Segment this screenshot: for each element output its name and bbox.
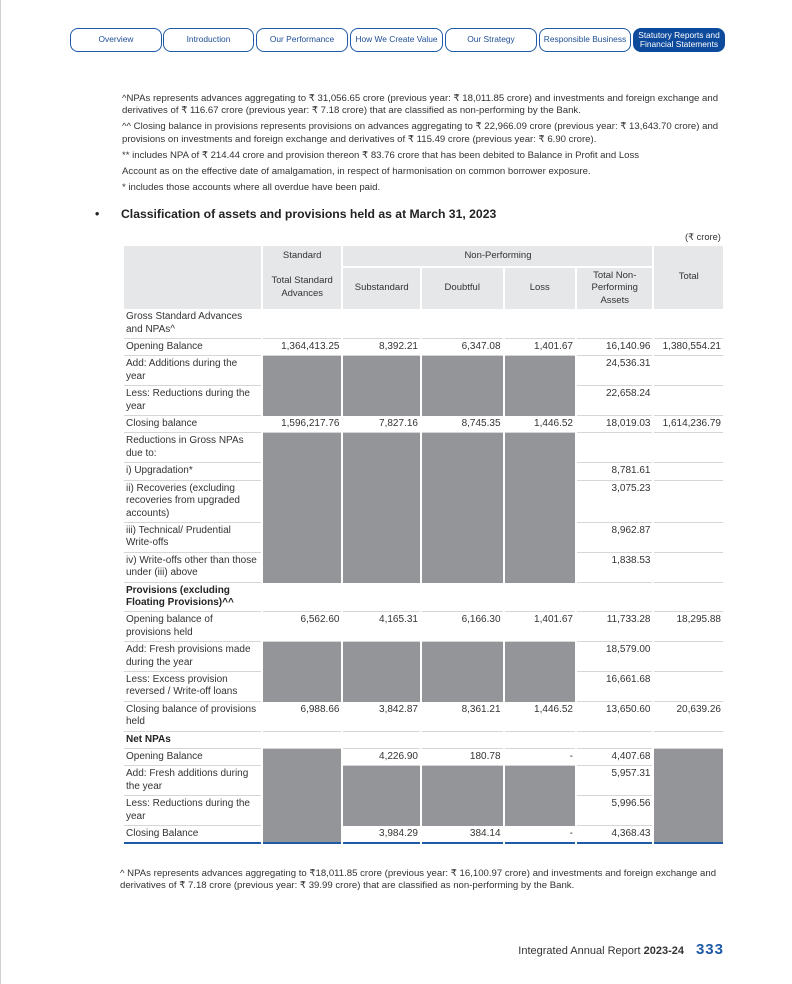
row-label: ii) Recoveries (excluding recoveries from upgraded accounts) [124, 481, 261, 523]
row-label: Add: Fresh additions during the year [124, 766, 261, 796]
note-provisions: ^^ Closing balance in provisions represents provisions on advances aggregating to ₹ 22,966.09 crore (previous year: ₹ 13,643.70 crore) and provisions on investments and foreign exchange and derivatives of ₹ 115.49 crore (previous year: ₹ 6.90 crore). [122, 121, 719, 145]
cell-sub: 4,165.31 [343, 612, 420, 642]
header-substandard: Substandard [343, 266, 420, 309]
row-label: Add: Additions during the year [124, 356, 261, 386]
header-row-group [124, 246, 723, 266]
header-loss: Loss [505, 266, 575, 309]
table-row [124, 309, 723, 339]
table-row [124, 339, 723, 356]
cell-tnpa: 5,996.56 [577, 796, 653, 826]
table-footnote: ^ NPAs represents advances aggregating to ₹18,011.85 crore (previous year: ₹ 16,100.97 crore) and investments and foreign exchange and derivatives of ₹ 7.18 crore (previous year: ₹ 39.99 crore) that are classified as non-performing by the Bank. [120, 868, 717, 892]
cell-dbt: 6,166.30 [422, 612, 503, 642]
cell-total: 18,295.88 [654, 612, 723, 642]
cell-loss: - [505, 826, 575, 844]
cell-loss: 1,446.52 [505, 702, 575, 732]
row-label: Add: Fresh provisions made during the year [124, 642, 261, 672]
notes-block [122, 93, 727, 198]
cell-tnpa: 13,650.60 [577, 702, 653, 732]
tab-how-we-create-value[interactable]: How We Create Value [350, 28, 443, 52]
tab-our-strategy[interactable]: Our Strategy [445, 28, 537, 52]
cell-dbt: 6,347.08 [422, 339, 503, 356]
cell-tnpa: 8,781.61 [577, 463, 653, 480]
table-row [124, 826, 723, 844]
header-standard: Standard [263, 246, 342, 266]
cell-loss: 1,401.67 [505, 612, 575, 642]
table-row [124, 702, 723, 732]
cell-tnpa: 18,579.00 [577, 642, 653, 672]
cell-tnpa: 22,658.24 [577, 386, 653, 416]
cell-tnpa: 11,733.28 [577, 612, 653, 642]
cell-std: 6,562.60 [263, 612, 342, 642]
table-row [124, 642, 723, 672]
note-amalgamation: ** includes NPA of ₹ 214.44 crore and provision thereon ₹ 83.76 crore that has been debited to Balance in Profit and Loss [122, 149, 640, 161]
bullet: • [95, 207, 100, 221]
row-label: Gross Standard Advances and NPAs^ [124, 309, 261, 339]
asset-classification-table [122, 246, 725, 844]
cell-tnpa: 8,962.87 [577, 523, 653, 553]
cell-loss: 1,401.67 [505, 339, 575, 356]
page-footer [518, 941, 724, 958]
row-label: Less: Excess provision reversed / Write-off loans [124, 672, 261, 702]
cell-tnpa: 18,019.03 [577, 416, 653, 433]
cell-tnpa: 1,838.53 [577, 553, 653, 583]
cell-sub: 3,984.29 [343, 826, 420, 844]
cell-tnpa: 4,407.68 [577, 749, 653, 766]
cell-sub: 3,842.87 [343, 702, 420, 732]
report-name: Integrated Annual Report [518, 945, 641, 957]
unit-label: (₹ crore) [685, 232, 721, 242]
cell-sub: 4,226.90 [343, 749, 420, 766]
section-title: Classification of assets and provisions held as at March 31, 2023 [121, 207, 497, 221]
cell-tnpa: 16,661.68 [577, 672, 653, 702]
row-label: i) Upgradation* [124, 463, 261, 480]
table-row [124, 766, 723, 796]
cell-sub: 8,392.21 [343, 339, 420, 356]
table-row [124, 672, 723, 702]
cell-sub: 7,827.16 [343, 416, 420, 433]
cell-tnpa: 16,140.96 [577, 339, 653, 356]
cell-tnpa: 5,957.31 [577, 766, 653, 796]
note-upgradation: * includes those accounts where all overdue have been paid. [122, 182, 381, 194]
cell-dbt: 8,361.21 [422, 702, 503, 732]
header-total: Total [654, 246, 723, 309]
row-label: Opening Balance [124, 749, 261, 766]
cell-loss: 1,446.52 [505, 416, 575, 433]
row-label: Reductions in Gross NPAs due to: [124, 433, 261, 463]
cell-total: 1,380,554.21 [654, 339, 723, 356]
row-label: iii) Technical/ Prudential Write-offs [124, 523, 261, 553]
row-label: Less: Reductions during the year [124, 796, 261, 826]
cell-tnpa: 3,075.23 [577, 481, 653, 523]
row-label: Opening Balance [124, 339, 261, 356]
header-non-performing: Non-Performing [343, 246, 652, 266]
cell-total: 20,639.26 [654, 702, 723, 732]
table-row [124, 356, 723, 386]
row-label: Provisions (excluding Floating Provisions)^^ [124, 583, 261, 613]
cell-std: 6,988.66 [263, 702, 342, 732]
table-row [124, 433, 723, 463]
page-number: 333 [695, 941, 724, 958]
tab-introduction[interactable]: Introduction [163, 28, 254, 52]
header-total-standard: Total Standard Advances [263, 266, 342, 309]
cell-tnpa: 24,536.31 [577, 356, 653, 386]
cell-total: 1,614,236.79 [654, 416, 723, 433]
table-row [124, 481, 723, 523]
cell-loss: - [505, 749, 575, 766]
section-heading [95, 207, 496, 221]
table-row [124, 749, 723, 766]
table-row [124, 523, 723, 553]
cell-dbt: 180.78 [422, 749, 503, 766]
table-row [124, 583, 723, 613]
cell-tnpa: 4,368.43 [577, 826, 653, 844]
row-label: Opening balance of provisions held [124, 612, 261, 642]
tab-our-performance[interactable]: Our Performance [256, 28, 348, 52]
cell-dbt: 8,745.35 [422, 416, 503, 433]
header-total-npa: Total Non-Performing Assets [577, 266, 653, 309]
tab-overview[interactable]: Overview [70, 28, 162, 52]
header-doubtful: Doubtful [422, 266, 503, 309]
table-row [124, 386, 723, 416]
table-row [124, 732, 723, 749]
note-amalgamation-cont: Account as on the effective date of amalgamation, in respect of harmonisation on common borrower exposure. [122, 166, 591, 178]
table-row [124, 416, 723, 433]
table-row [124, 796, 723, 826]
table-row [124, 553, 723, 583]
row-label: Closing balance [124, 416, 261, 433]
tab-statutory-reports[interactable]: Statutory Reports and Financial Statements [633, 28, 725, 52]
cell-std: 1,596,217.76 [263, 416, 342, 433]
table-row [124, 463, 723, 480]
note-npa: ^NPAs represents advances aggregating to ₹ 31,056.65 crore (previous year: ₹ 18,011.85 crore) and investments and foreign exchange and derivatives of ₹ 116.67 crore (previous year: ₹ 7.18 crore) that are classified as non-performing by the Bank. [122, 93, 719, 117]
row-label: iv) Write-offs other than those under (iii) above [124, 553, 261, 583]
header-label-cell [124, 246, 261, 309]
tab-responsible-business[interactable]: Responsible Business [539, 28, 631, 52]
cell-dbt: 384.14 [422, 826, 503, 844]
row-label: Net NPAs [124, 732, 261, 749]
row-label: Closing Balance [124, 826, 261, 844]
report-year: 2023-24 [643, 945, 684, 957]
table-row [124, 612, 723, 642]
cell-std: 1,364,413.25 [263, 339, 342, 356]
row-label: Less: Reductions during the year [124, 386, 261, 416]
row-label: Closing balance of provisions held [124, 702, 261, 732]
